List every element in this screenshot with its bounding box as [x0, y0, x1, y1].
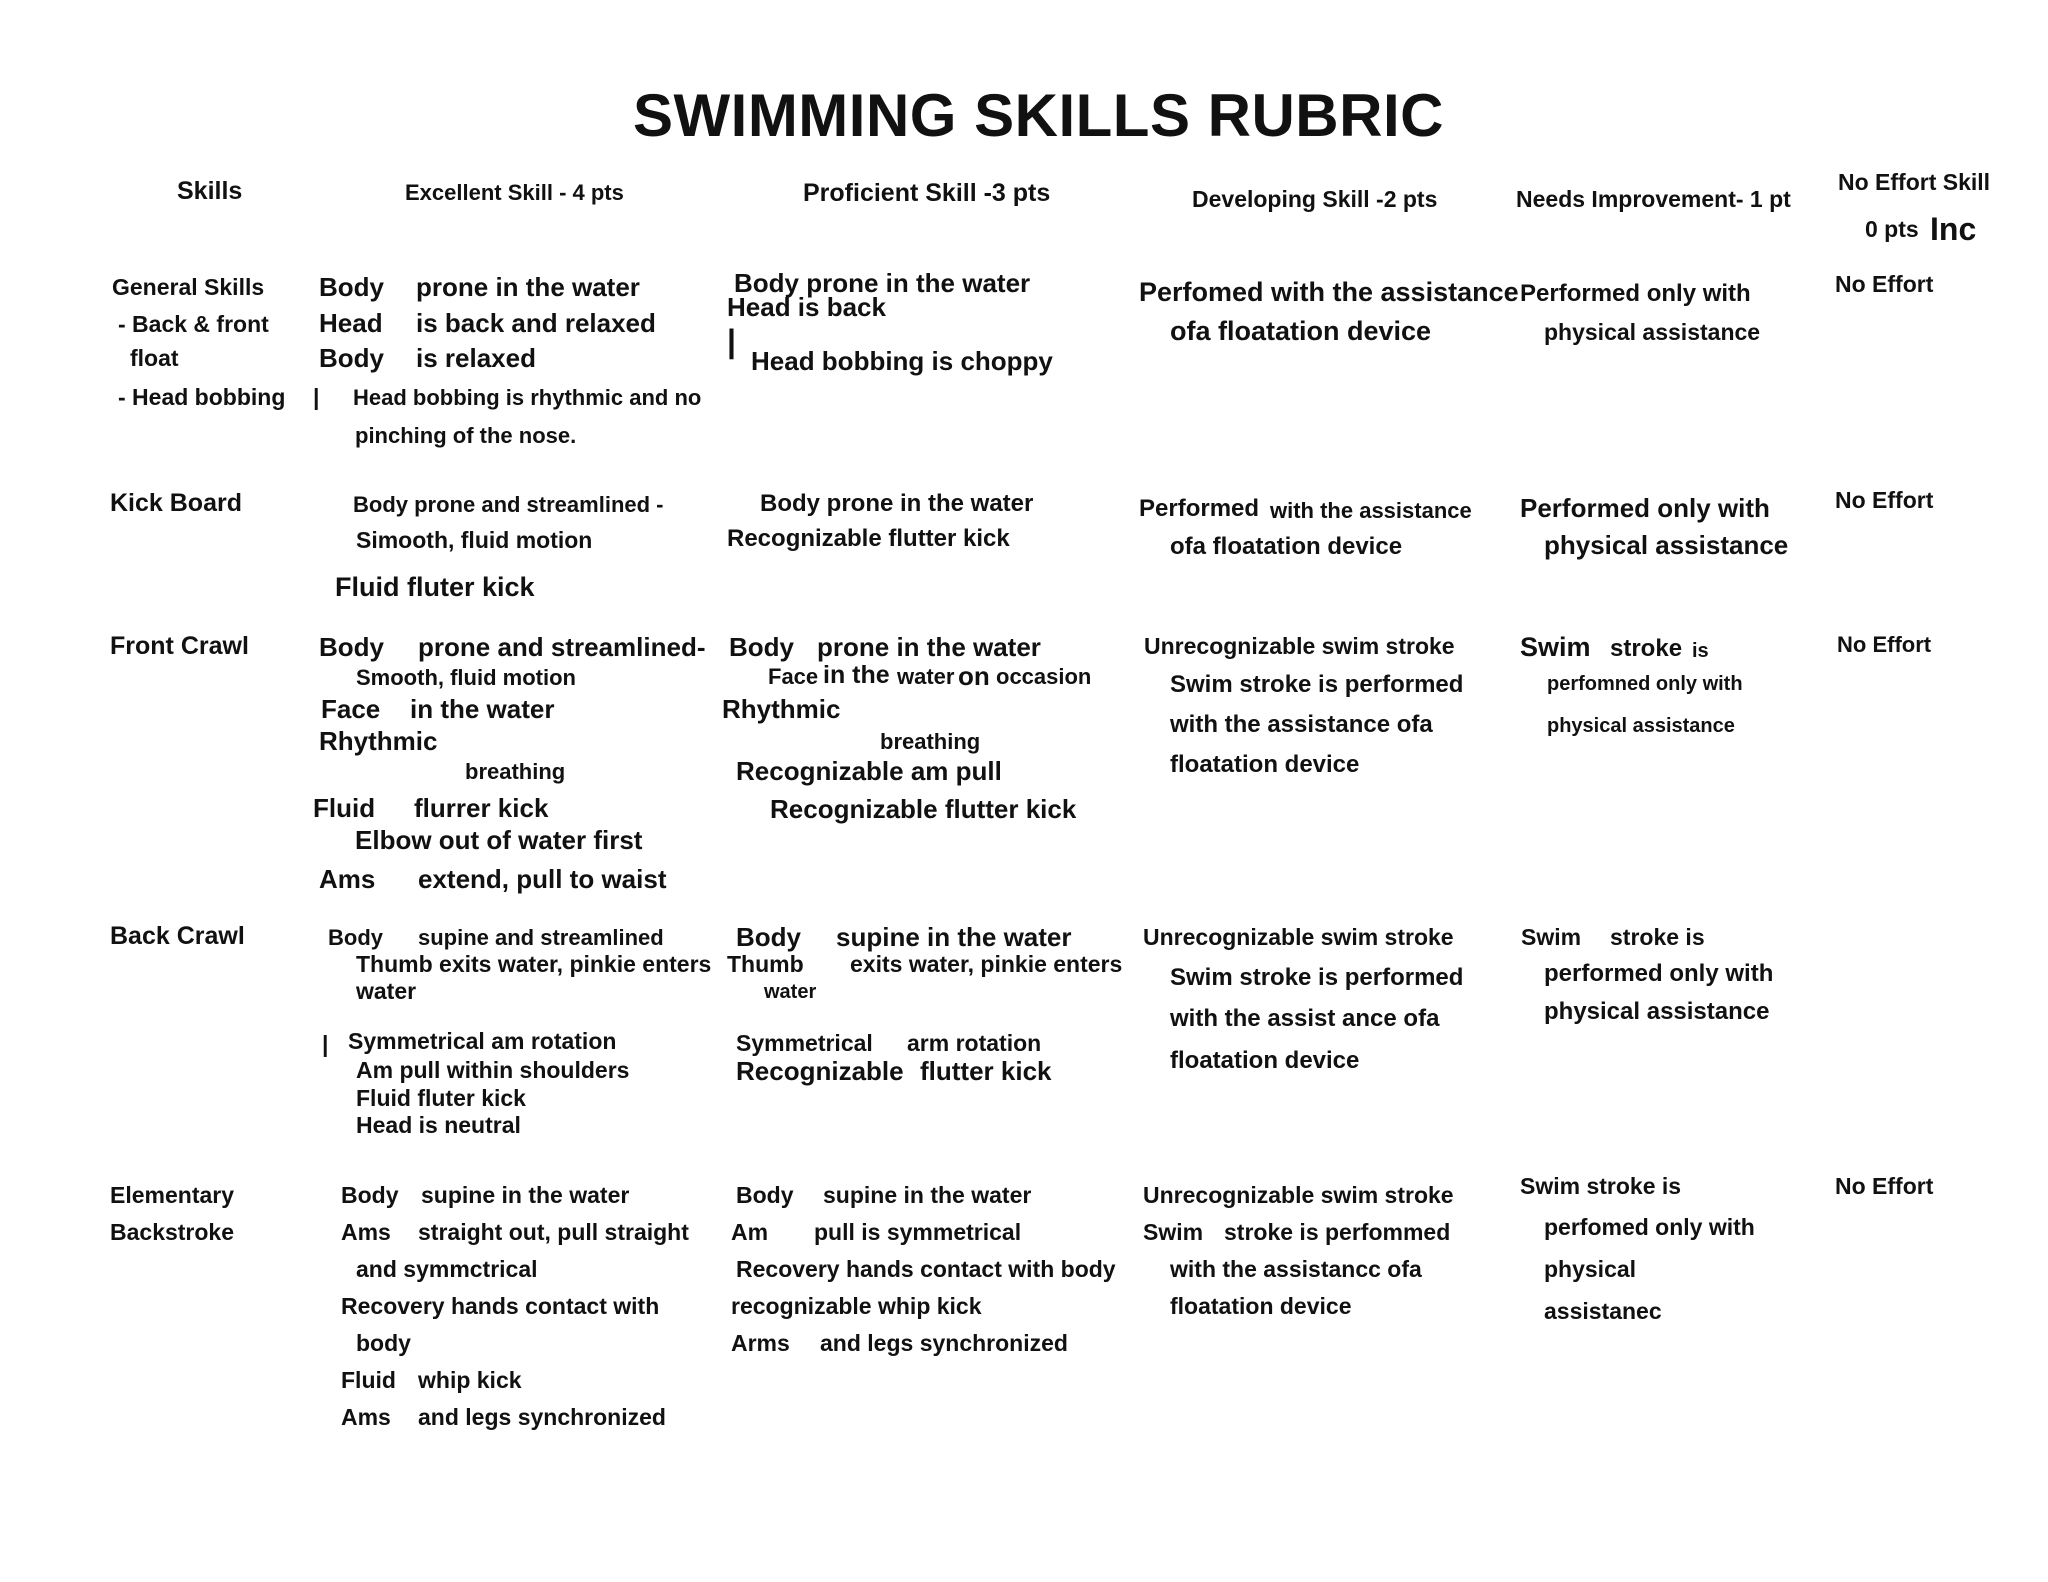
kickboard-developing-text: Performed — [1139, 495, 1260, 522]
frontcrawl-proficient-text: on — [958, 661, 990, 691]
elementary-developing-text: stroke is perfommed — [1224, 1219, 1451, 1245]
frontcrawl-excellent-text: flurrer kick — [414, 793, 549, 823]
elementary-proficient-text: and legs synchronized — [820, 1330, 1068, 1356]
page-title: SWIMMING SKILLS RUBRIC — [633, 82, 1444, 149]
elementary-proficient-label: Arms — [731, 1330, 790, 1356]
backcrawl-proficient-text: exits water, pinkie enters — [850, 951, 1123, 977]
frontcrawl-proficient-text: Recognizable am pull — [736, 756, 1002, 786]
backcrawl-excellent-text: water — [356, 978, 417, 1004]
frontcrawl-excellent-text: prone and streamlined- — [418, 632, 706, 662]
backcrawl-skill-title: Back Crawl — [110, 922, 245, 950]
frontcrawl-proficient-label: Rhythmic — [722, 694, 841, 724]
frontcrawl-excellent-label: Ams — [319, 864, 376, 894]
elementary-needs-text: Swim stroke is — [1520, 1173, 1682, 1199]
header-skills: Skills — [177, 177, 243, 205]
elementary-excellent-label: Fluid — [341, 1367, 396, 1393]
elementary-excellent-text: whip kick — [418, 1367, 522, 1393]
frontcrawl-proficient-text: Face — [768, 664, 819, 689]
general-proficient-text: Head bobbing is choppy — [751, 346, 1053, 376]
backcrawl-excellent-text: supine and streamlined — [418, 925, 664, 950]
frontcrawl-proficient-text: prone in the water — [817, 632, 1041, 662]
kickboard-developing-text: with the assistance — [1270, 498, 1472, 523]
frontcrawl-excellent-text: Elbow out of water first — [355, 825, 643, 855]
general-skill-float: float — [130, 345, 179, 371]
elementary-excellent-text: and legs synchronized — [418, 1404, 666, 1430]
frontcrawl-needs-text: perfomned only with — [1547, 673, 1743, 695]
general-needs-text: physical assistance — [1544, 319, 1761, 345]
frontcrawl-proficient-text: Recognizable flutter kick — [770, 794, 1077, 824]
frontcrawl-proficient-text: breathing — [880, 729, 981, 754]
frontcrawl-proficient-text: occasion — [996, 664, 1092, 689]
elementary-developing-label: Swim — [1143, 1219, 1204, 1245]
backcrawl-proficient-label: Body — [736, 922, 801, 952]
backcrawl-proficient-text: Recognizable — [736, 1056, 904, 1086]
frontcrawl-excellent-text: breathing — [465, 759, 566, 784]
backcrawl-proficient-text: Symmetrical — [736, 1030, 873, 1056]
frontcrawl-proficient-text: water — [897, 664, 955, 689]
general-excellent-bar: | — [313, 384, 320, 410]
backcrawl-excellent-label: Body — [328, 925, 383, 950]
header-inc: Inc — [1930, 211, 1977, 247]
kickboard-no-effort: No Effort — [1835, 487, 1934, 513]
elementary-developing-text: floatation device — [1170, 1293, 1352, 1319]
general-excellent-text: is back and relaxed — [416, 308, 656, 338]
backcrawl-needs-text: performed only with — [1544, 960, 1774, 987]
elementary-skill-title: Backstroke — [110, 1219, 235, 1245]
backcrawl-developing-text: Unrecognizable swim stroke — [1143, 924, 1454, 950]
elementary-skill-title: Elementary — [110, 1182, 235, 1208]
backcrawl-excellent-text: Head is neutral — [356, 1112, 521, 1138]
kickboard-needs-text: Performed only with — [1520, 493, 1770, 523]
general-developing-text: Perfomed with the assistance — [1139, 277, 1519, 307]
frontcrawl-needs-text: Swim — [1520, 632, 1591, 662]
backcrawl-proficient-text: supine in the water — [836, 922, 1072, 952]
frontcrawl-excellent-label: Rhythmic — [319, 726, 438, 756]
frontcrawl-developing-text: with the assistance ofa — [1170, 711, 1433, 738]
general-excellent-label: Body — [319, 343, 384, 373]
backcrawl-excellent-text: Am pull within shoulders — [356, 1057, 630, 1083]
elementary-proficient-text: recognizable whip kick — [731, 1293, 982, 1319]
elementary-needs-text: perfomed only with — [1544, 1214, 1755, 1240]
kickboard-proficient-text: Body prone in the water — [760, 490, 1034, 517]
backcrawl-needs-text: physical assistance — [1544, 998, 1770, 1025]
elementary-excellent-label: Ams — [341, 1219, 391, 1245]
backcrawl-excellent-text: Symmetrical am rotation — [348, 1028, 617, 1054]
general-proficient-bar: | — [727, 323, 736, 359]
frontcrawl-proficient-text: in the — [823, 661, 890, 689]
general-excellent-text: is relaxed — [416, 343, 536, 373]
elementary-excellent-label: Ams — [341, 1404, 391, 1430]
elementary-no-effort: No Effort — [1835, 1173, 1934, 1199]
kickboard-excellent-text: Simooth, fluid motion — [356, 527, 593, 553]
frontcrawl-needs-text: is — [1692, 640, 1709, 662]
elementary-excellent-text: straight out, pull straight — [418, 1219, 689, 1245]
frontcrawl-excellent-text: in the water — [410, 694, 555, 724]
kickboard-proficient-text: Recognizable flutter kick — [727, 525, 1010, 552]
frontcrawl-skill-title: Front Crawl — [110, 632, 249, 660]
general-needs-text: Performed only with — [1520, 280, 1751, 307]
backcrawl-developing-text: with the assist ance ofa — [1170, 1005, 1440, 1032]
backcrawl-proficient-text: flutter kick — [920, 1056, 1052, 1086]
elementary-excellent-text: supine in the water — [421, 1182, 630, 1208]
frontcrawl-excellent-text: Smooth, fluid motion — [356, 665, 576, 690]
general-skill-title: General Skills — [112, 274, 265, 300]
backcrawl-proficient-text: arm rotation — [907, 1030, 1042, 1056]
general-excellent-text: prone in the water — [416, 272, 640, 302]
backcrawl-developing-text: floatation device — [1170, 1047, 1360, 1074]
elementary-excellent-text: Recovery hands contact with — [341, 1293, 660, 1319]
general-skill-head-bobbing: - Head bobbing — [118, 384, 286, 410]
frontcrawl-no-effort: No Effort — [1837, 632, 1932, 657]
backcrawl-excellent-bar: | — [322, 1031, 329, 1057]
header-excellent: Excellent Skill - 4 pts — [405, 180, 624, 205]
backcrawl-proficient-label: Thumb — [727, 951, 804, 977]
general-no-effort: No Effort — [1835, 271, 1934, 297]
backcrawl-developing-text: Swim stroke is performed — [1170, 964, 1464, 991]
elementary-proficient-label: Am — [731, 1219, 769, 1245]
backcrawl-proficient-text: water — [764, 981, 817, 1003]
elementary-developing-text: with the assistancc ofa — [1170, 1256, 1422, 1282]
general-developing-text: ofa floatation device — [1170, 316, 1432, 346]
kickboard-skill-title: Kick Board — [110, 489, 242, 517]
kickboard-developing-text: ofa floatation device — [1170, 533, 1403, 560]
backcrawl-needs-text: stroke is — [1610, 924, 1705, 950]
frontcrawl-excellent-text: extend, pull to waist — [418, 864, 667, 894]
general-excellent-label: Head — [319, 308, 383, 338]
elementary-proficient-text: pull is symmetrical — [814, 1219, 1022, 1245]
frontcrawl-excellent-label: Fluid — [313, 793, 376, 823]
header-proficient: Proficient Skill -3 pts — [803, 179, 1051, 207]
frontcrawl-developing-text: floatation device — [1170, 751, 1360, 778]
backcrawl-excellent-text: Fluid fluter kick — [356, 1085, 526, 1111]
frontcrawl-excellent-label: Body — [319, 632, 384, 662]
kickboard-needs-text: physical assistance — [1544, 530, 1789, 560]
elementary-proficient-text: supine in the water — [823, 1182, 1032, 1208]
elementary-proficient-text: Recovery hands contact with body — [736, 1256, 1116, 1282]
frontcrawl-needs-text: stroke — [1610, 635, 1683, 662]
kickboard-excellent-text: Fluid fluter kick — [335, 572, 535, 602]
general-skill-back-front: - Back & front — [118, 311, 269, 337]
general-excellent-text: Head bobbing is rhythmic and no — [353, 385, 702, 410]
header-developing: Developing Skill -2 pts — [1192, 186, 1438, 212]
elementary-developing-text: Unrecognizable swim stroke — [1143, 1182, 1454, 1208]
backcrawl-needs-text: Swim — [1521, 924, 1582, 950]
elementary-needs-text: assistanec — [1544, 1298, 1662, 1324]
frontcrawl-needs-text: physical assistance — [1547, 715, 1735, 737]
header-zero-pts: 0 pts — [1865, 216, 1919, 242]
elementary-proficient-label: Body — [736, 1182, 794, 1208]
elementary-excellent-text: and symmctrical — [356, 1256, 538, 1282]
general-proficient-text: Head is back — [727, 292, 886, 322]
frontcrawl-developing-text: Unrecognizable swim stroke — [1144, 633, 1455, 659]
frontcrawl-excellent-label: Face — [321, 694, 381, 724]
elementary-excellent-text: body — [356, 1330, 411, 1356]
frontcrawl-proficient-label: Body — [729, 632, 794, 662]
elementary-needs-text: physical — [1544, 1256, 1637, 1282]
backcrawl-excellent-text: Thumb exits water, pinkie enters — [356, 951, 712, 977]
general-proficient-text: Body prone in the water — [734, 268, 1031, 298]
general-excellent-text: pinching of the nose. — [355, 423, 577, 448]
general-excellent-label: Body — [319, 272, 384, 302]
elementary-excellent-label: Body — [341, 1182, 399, 1208]
kickboard-excellent-text: Body prone and streamlined - — [353, 492, 664, 517]
header-needs-improvement: Needs Improvement- 1 pt — [1516, 186, 1791, 212]
frontcrawl-developing-text: Swim stroke is performed — [1170, 671, 1464, 698]
header-no-effort: No Effort Skill — [1838, 169, 1991, 195]
